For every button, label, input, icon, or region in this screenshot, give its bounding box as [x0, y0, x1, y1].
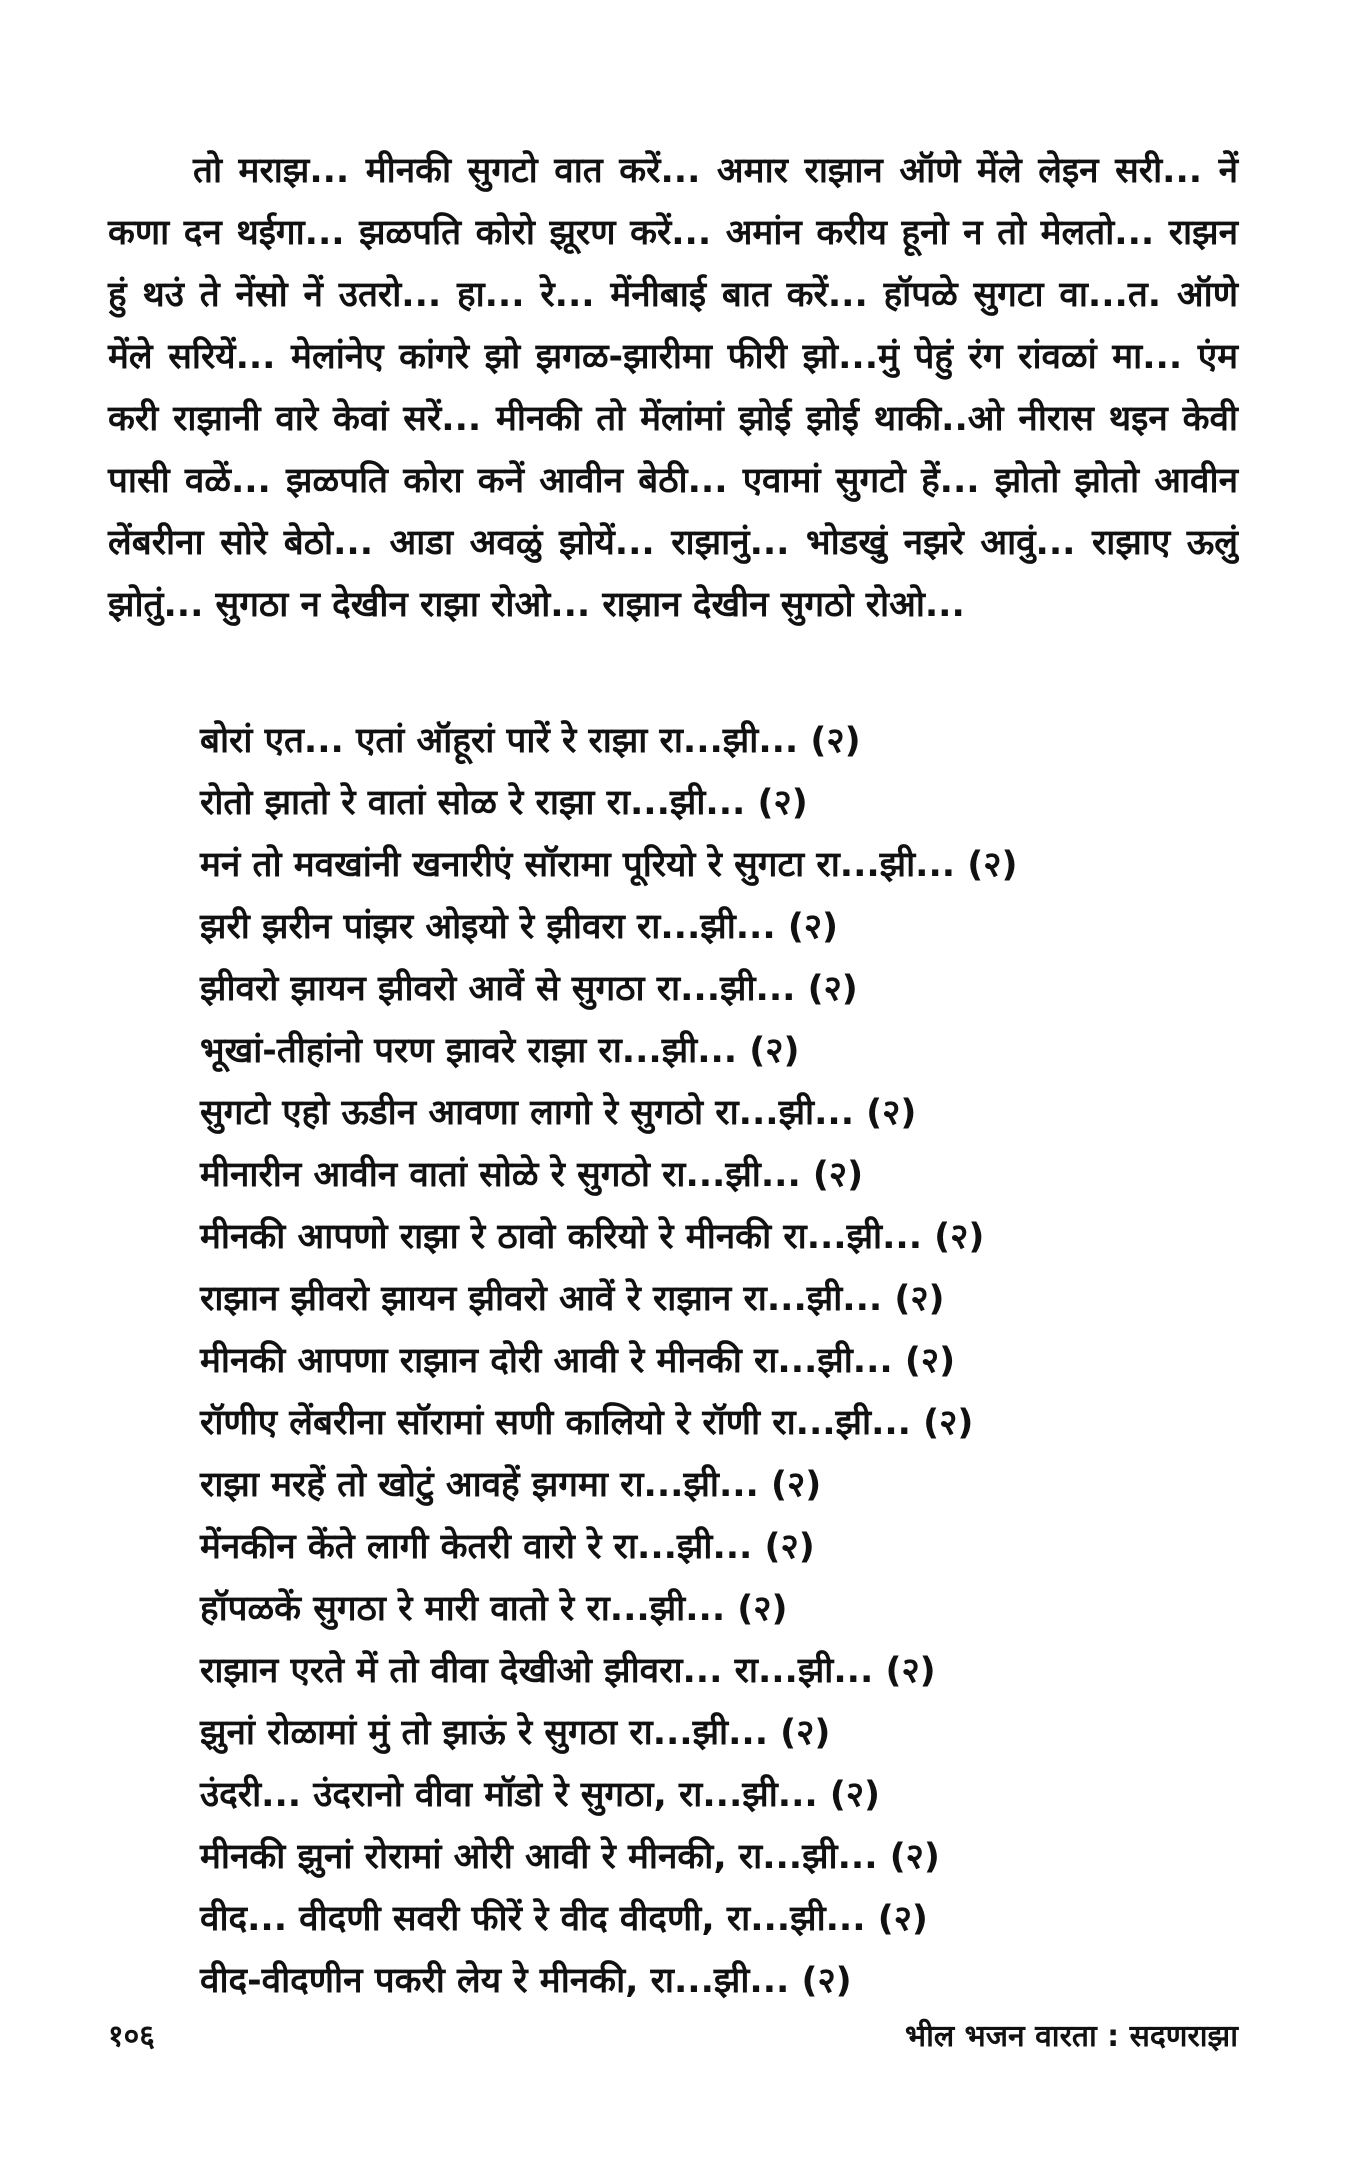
verse-line: भूखां-तीहांनो परण झावरे राझा रा...झी... (२): [200, 1031, 800, 1071]
running-title: भील भजन वारता : सदणराझा: [905, 2019, 1238, 2054]
verse-line: वीद-वीदणीन पकरी लेय रे मीनकी, रा...झी... (२): [200, 1961, 852, 2001]
verse-line: सुगटो एहो ऊडीन आवणा लागो रे सुगठो रा...झी... (२): [200, 1093, 917, 1133]
verse-line: राझान झीवरो झायन झीवरो आवें रे राझान रा...झी... (२): [200, 1279, 945, 1319]
verse-line: वीद... वीदणी सवरी फीरें रे वीद वीदणी, रा...झी... (२): [200, 1899, 928, 1939]
verse-line: झीवरो झायन झीवरो आवें से सुगठा रा...झी... (२): [200, 969, 858, 1009]
verse-line: मीनकी आपणो राझा रे ठावो करियो रे मीनकी रा...झी... (२): [200, 1217, 985, 1257]
verse-line: मनं तो मवखांनी खनारीएं सॉरामा पूरियो रे सुगटा रा...झी... (२): [200, 845, 1018, 885]
verse-line: झुनां रोळामां मुं तो झाऊं रे सुगठा रा...झी... (२): [200, 1713, 831, 1753]
verse-line: मीनारीन आवीन वातां सोळे रे सुगठो रा...झी... (२): [200, 1155, 864, 1195]
verse-line: बोरां एत... एतां ऑहूरां पारें रे राझा रा...झी... (२): [200, 721, 861, 761]
page-number: १०६: [108, 2019, 155, 2054]
prose-paragraph: तो मराझ... मीनकी सुगटो वात करें... अमार राझान ऑणे मेंले लेइन सरी... नें कणा दन थईगा... झळपति कोरो झूरण करें... अमांन करीय हूनो न तो मेलतो... राझन हुं थउं ते नेंसो नें उतरो... हा... रे... मेंनीबाई बात करें... हॉपळे सुगटा वा...त. ऑणे मेंले सरियें... मेलांनेए कांगरे झो झगळ-झारीमा फीरी झो...मुं पेहुं रंग रांवळां मा... एंम करी राझानी वारे केवां सरें... मीनकी तो मेंलांमां झोई झोई थाकी..ओ नीरास थइन केवी पासी वळें... झळपति कोरा कनें आवीन बेठी... एवामां सुगटो हें... झोतो झोतो आवीन लेंबरीना सोरे बेठो... आडा अवळुं झोयें... राझानुं... भोडखुं नझरे आवुं... राझाए ऊलुं झोतुं... सुगठा न देखीन राझा रोओ... राझान देखीन सुगठो रोओ...: [108, 151, 1238, 625]
verse-line: राझा मरहें तो खोटुं आवहें झगमा रा...झी... (२): [200, 1465, 822, 1505]
verse-line: रॉणीए लेंबरीना सॉरामां सणी कालियो रे रॉणी रा...झी... (२): [200, 1403, 974, 1443]
song-verses: [200, 710, 1260, 2012]
verse-line: मेंनकीन केंते लागी केतरी वारो रे रा...झी... (२): [200, 1527, 815, 1567]
verse-line: रोतो झातो रे वातां सोळ रे राझा रा...झी... (२): [200, 783, 808, 823]
verse-line: मीनकी आपणा राझान दोरी आवी रे मीनकी रा...झी... (२): [200, 1341, 956, 1381]
verse-line: मीनकी झुनां रोरामां ओरी आवी रे मीनकी, रा...झी... (२): [200, 1837, 940, 1877]
prose-section: [108, 140, 1238, 636]
page-footer: [108, 2012, 1238, 2062]
verse-line: हॉपळकें सुगठा रे मारी वातो रे रा...झी... (२): [200, 1589, 788, 1629]
verse-line: राझान एरते में तो वीवा देखीओ झीवरा... रा...झी... (२): [200, 1651, 936, 1691]
verse-line: उंदरी... उंदरानो वीवा मॉडो रे सुगठा, रा...झी... (२): [200, 1775, 881, 1815]
verse-line: झरी झरीन पांझर ओइयो रे झीवरा रा...झी... (२): [200, 907, 839, 947]
